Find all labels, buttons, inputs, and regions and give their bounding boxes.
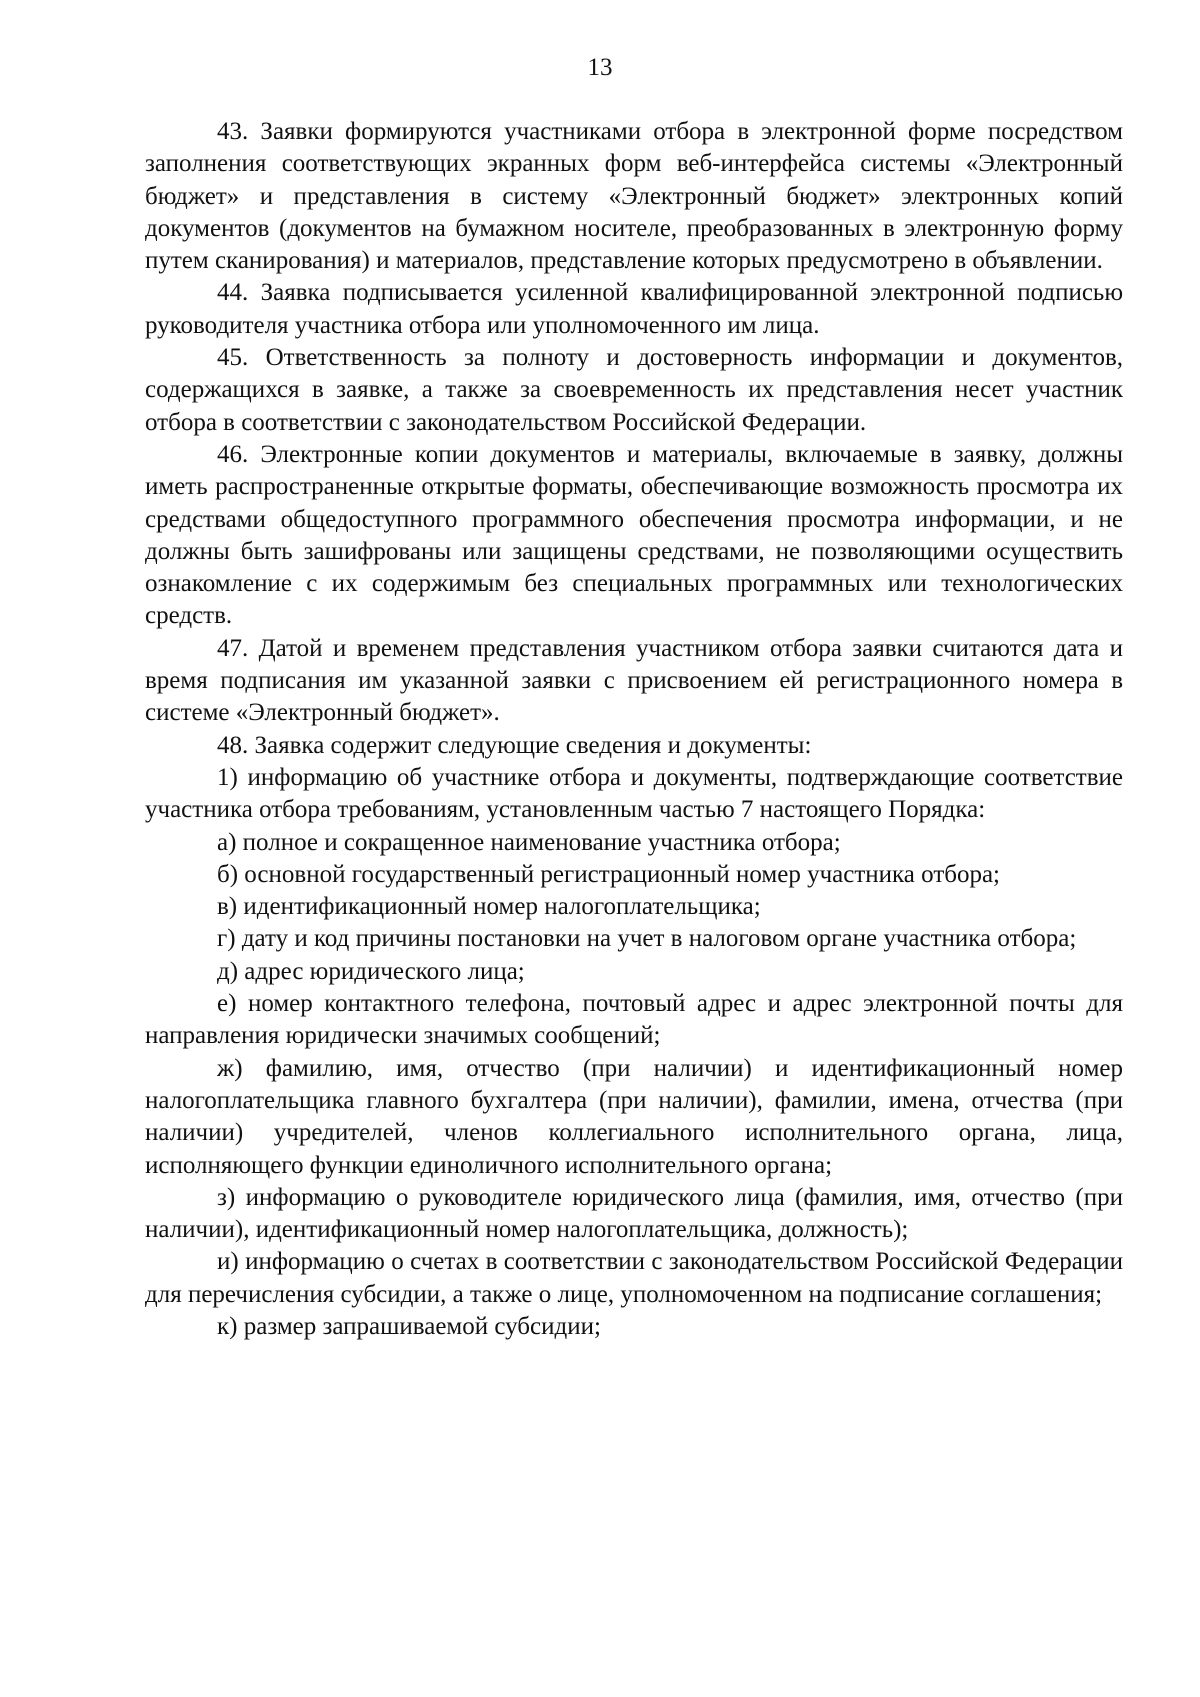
- list-item-a: а) полное и сокращенное наименование участника отбора;: [217, 828, 841, 856]
- list-item-b: б) основной государственный регистрационный номер участника отбора;: [217, 860, 1001, 888]
- document-body: [145, 116, 1123, 1343]
- page-number: 13: [587, 54, 613, 81]
- paragraph-43: 43. Заявки формируются участниками отбора в электронной форме посредством заполнения соответствующих экранных форм веб-интерфейса системы «Электронный бюджет» и представления в систему «Электронный бюджет» электронных копий документов (документов на бумажном носителе, преобразованных в электронную форму путем сканирования) и материалов, представление которых предусмотрено в объявлении.: [145, 118, 1123, 275]
- paragraph-46: 46. Электронные копии документов и материалы, включаемые в заявку, должны иметь распространенные открытые форматы, обеспечивающие возможность просмотра их средствами общедоступного программного обеспечения просмотра информации, и не должны быть зашифрованы или защищены средствами, не позволяющими осуществить ознакомление с их содержимым без специальных программных или технологических средств.: [145, 440, 1123, 630]
- list-item-d: д) адрес юридического лица;: [217, 957, 525, 985]
- list-item-i: и) информацию о счетах в соответствии с законодательством Российской Федерации для перечисления субсидии, а также о лице, уполномоченном на подписание соглашения;: [145, 1248, 1123, 1308]
- list-item-k: к) размер запрашиваемой субсидии;: [217, 1312, 601, 1340]
- list-item-v: в) идентификационный номер налогоплательщика;: [217, 893, 761, 921]
- list-item-e: е) номер контактного телефона, почтовый адрес и адрес электронной почты для направления юридически значимых сообщений;: [145, 990, 1123, 1050]
- list-item-g: г) дату и код причины постановки на учет в налоговом органе участника отбора;: [217, 925, 1077, 953]
- paragraph-47: 47. Датой и временем представления участником отбора заявки считаются дата и время подписания им указанной заявки с присвоением ей регистрационного номера в системе «Электронный бюджет».: [145, 634, 1123, 727]
- paragraph-45: 45. Ответственность за полноту и достоверность информации и документов, содержащихся в заявке, а также за своевременность их представления несет участник отбора в соответствии с законодательством Российской Федерации.: [145, 344, 1123, 436]
- list-item-z: з) информацию о руководителе юридического лица (фамилия, имя, отчество (при наличии), идентификационный номер налогоплательщика, должность);: [145, 1183, 1123, 1244]
- list-item-zh: ж) фамилию, имя, отчество (при наличии) и идентификационный номер налогоплательщика главного бухгалтера (при наличии), фамилии, имена, отчества (при наличии) учредителей, членов коллегиального исполнительного органа, лица, исполняющего функции единоличного исполнительного органа;: [145, 1054, 1123, 1179]
- paragraph-44: 44. Заявка подписывается усиленной квалифицированной электронной подписью руководителя участника отбора или уполномоченного им лица.: [145, 279, 1123, 339]
- list-item-1: 1) информацию об участнике отбора и документы, подтверждающие соответствие участника отбора требованиям, установленным частью 7 настоящего Порядка:: [145, 763, 1123, 824]
- paragraph-48: 48. Заявка содержит следующие сведения и документы:: [217, 731, 812, 759]
